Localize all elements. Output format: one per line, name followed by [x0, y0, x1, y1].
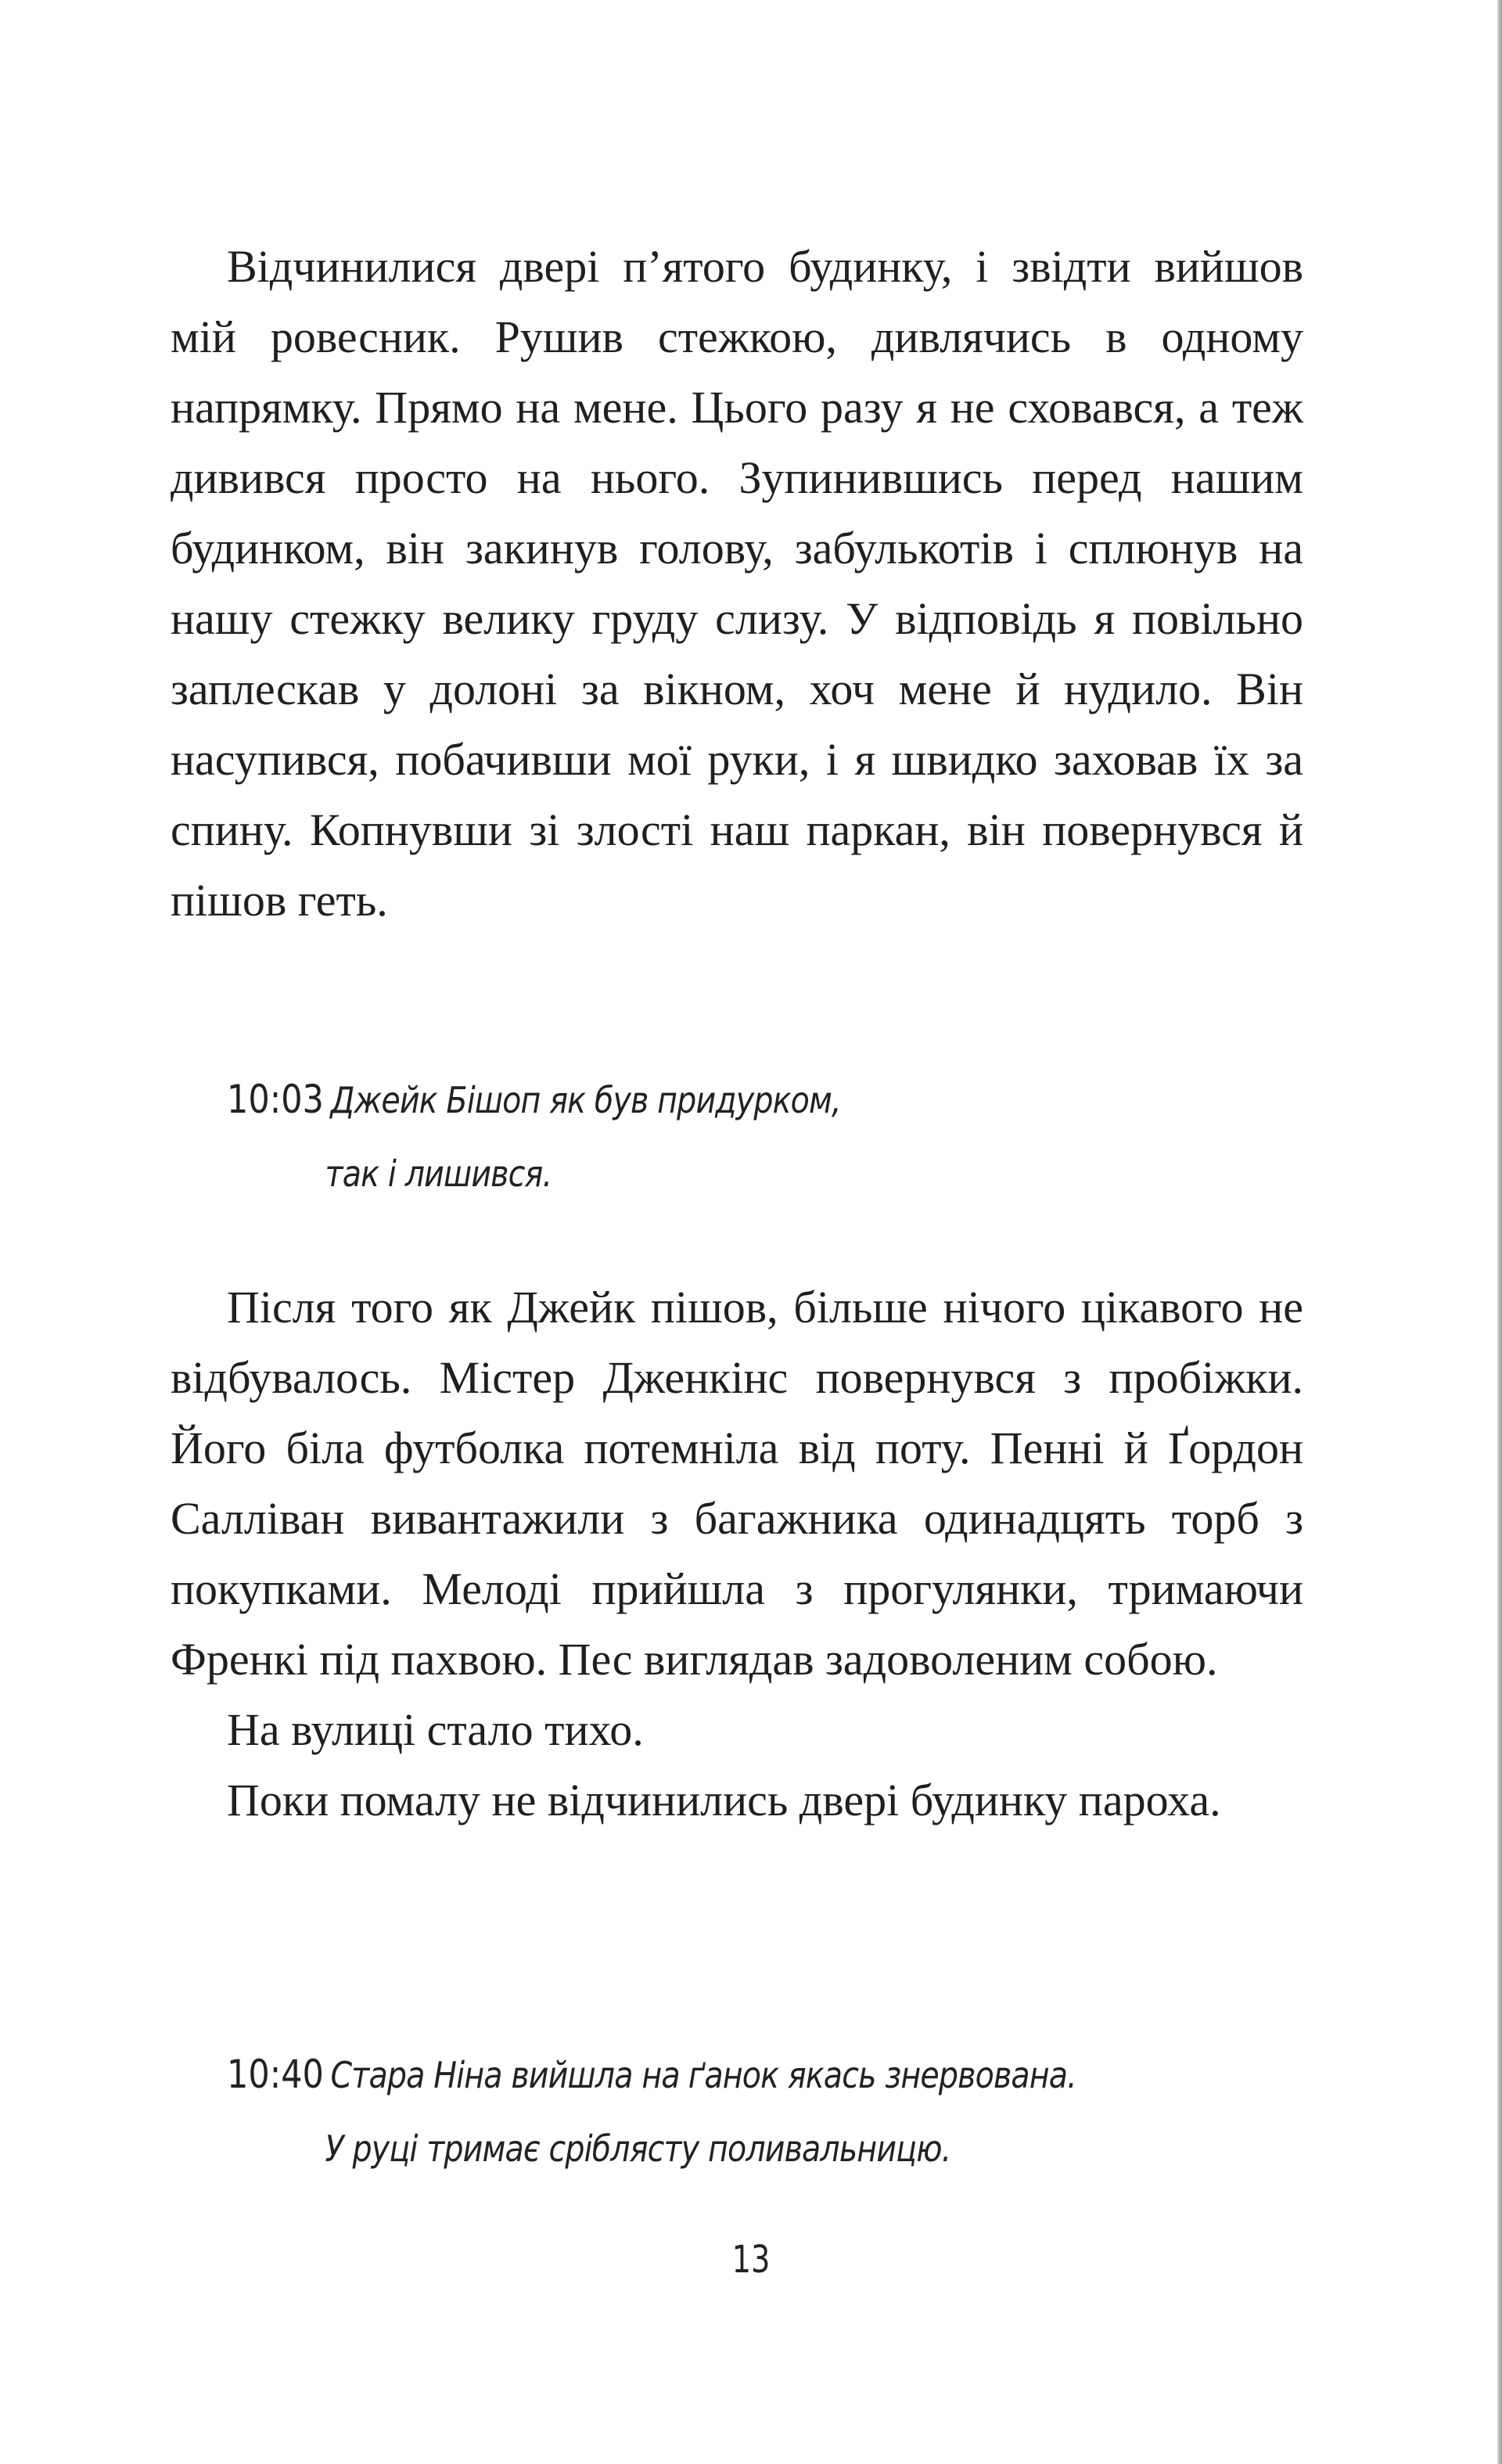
page-number: 13 [731, 2238, 771, 2282]
paragraph: Після того як Джейк пішов, більше нічого цікавого не відбувалось. Містер Дженкінс повернувся з пробіжки. Його біла футболка потемніла від поту. Пенні й Ґордон Салліван вивантажили з багажника одинадцять торб з покупками. Мелоді прийшла з прогулянки, тримаючи Френкі під пахвою. Пес виглядав задоволеним собою. [171, 1282, 1303, 1685]
note-time: 10:40 [227, 2052, 324, 2097]
text-block-1 [171, 232, 1303, 936]
page-edge [1497, 0, 1502, 2464]
paragraph: Поки помалу не відчинились двері будинку пароха. [227, 1775, 1221, 1826]
paragraph: Відчинилися двері п’ятого будинку, і звідти вийшов мій ровесник. Рушив стежкою, дивлячись в одному напрямку. Прямо на мене. Цього разу я не сховався, а теж дивився просто на нього. Зупинившись перед нашим будинком, він закинув голову, забулькотів і сплюнув на нашу стежку велику груду слизу. У відповідь я повільно заплескав у долоні за вікном, хоч мене й нудило. Він насупився, побачивши мої руки, і я швидко заховав їх за спину. Копнувши зі злості наш паркан, він повернувся й пішов геть. [171, 241, 1303, 926]
paragraph: На вулиці стало тихо. [227, 1704, 644, 1755]
diary-note-2 [227, 2038, 1076, 2185]
note-line-1: Стара Ніна вийшла на ґанок якась знервована. [330, 2054, 1076, 2096]
note-line-2: У руці тримає сріблясту поливальницю. [325, 2128, 951, 2170]
note-time: 10:03 [227, 1077, 324, 1122]
text-block-2 [171, 1272, 1303, 1836]
diary-note-1 [227, 1063, 841, 1210]
note-line-1: Джейк Бішоп як був придурком, [330, 1079, 841, 1121]
note-line-2: так і лишився. [325, 1153, 552, 1195]
